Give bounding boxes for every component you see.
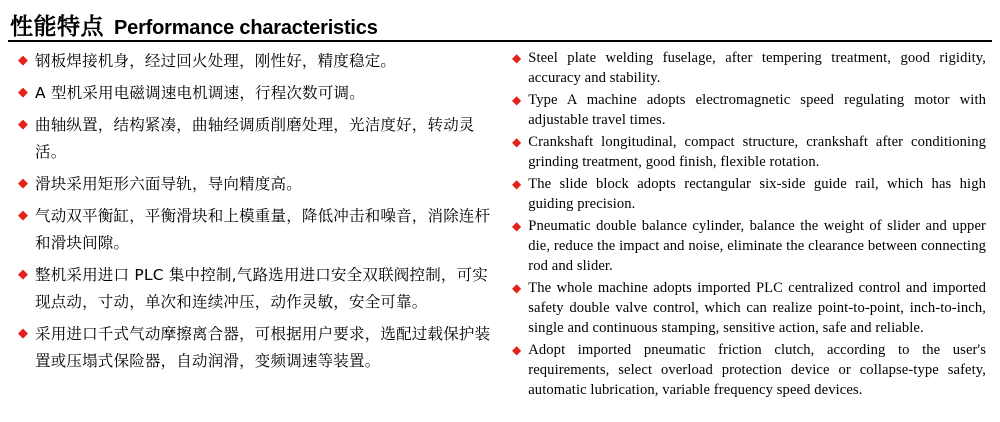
list-item <box>512 278 986 338</box>
page-header <box>10 8 378 41</box>
diamond-bullet-icon: ◆ <box>18 52 28 67</box>
feature-text-en: Crankshaft longitudinal, compact structure, crankshaft after conditioning grinding treatment, good finish, flexible rotation. <box>528 134 986 170</box>
feature-text-cn: 滑块采用矩形六面导轨，导向精度高。 <box>35 175 302 193</box>
feature-text-cn: 采用进口千式气动摩擦离合器，可根据用户要求，选配过载保护装置或压塌式保险器，自动润滑，变频调速等装置。 <box>35 325 491 370</box>
list-item <box>512 216 986 276</box>
diamond-bullet-icon: ◆ <box>18 84 28 99</box>
list-item <box>18 112 500 166</box>
feature-text-en: Adopt imported pneumatic friction clutch, according to the user's requirements, select overload protection device or collapse-type safety, automatic lubrication, variable frequency speed devices. <box>528 342 986 398</box>
diamond-bullet-icon: ◆ <box>18 116 28 131</box>
diamond-bullet-icon: ◆ <box>512 51 522 65</box>
feature-text-en: Steel plate welding fuselage, after tempering treatment, good rigidity, accuracy and stability. <box>528 50 986 86</box>
list-item <box>512 48 986 88</box>
list-item <box>18 48 500 75</box>
feature-text-en: Pneumatic double balance cylinder, balance the weight of slider and upper die, reduce the impact and noise, eliminate the clearance between connecting rod and slider. <box>528 218 986 274</box>
list-item <box>18 171 500 198</box>
feature-text-cn: 气动双平衡缸，平衡滑块和上模重量，降低冲击和噪音，消除连杆和滑块间隙。 <box>35 207 491 252</box>
feature-text-en: The whole machine adopts imported PLC centralized control and imported safety double valve control, which can realize point-to-point, inch-to-inch, single and continuous stamping, sensitive action, safe and reliable. <box>528 280 986 336</box>
diamond-bullet-icon: ◆ <box>18 266 28 281</box>
page-title-cn: 性能特点 <box>10 14 104 40</box>
list-item <box>512 90 986 130</box>
features-column-chinese <box>0 48 508 380</box>
diamond-bullet-icon: ◆ <box>512 281 522 295</box>
diamond-bullet-icon: ◆ <box>18 207 28 222</box>
features-column-english <box>508 48 1000 402</box>
diamond-bullet-icon: ◆ <box>18 325 28 340</box>
feature-text-cn: A 型机采用电磁调速电机调速，行程次数可调。 <box>35 84 365 102</box>
header-divider <box>8 40 992 42</box>
feature-text-cn: 整机采用进口 PLC 集中控制,气路选用进口安全双联阀控制，可实现点动，寸动，单次和连续冲压，动作灵敏，安全可靠。 <box>35 266 488 311</box>
feature-text-cn: 曲轴纵置，结构紧凑，曲轴经调质削磨处理，光洁度好，转动灵活。 <box>35 116 475 161</box>
feature-text-cn: 钢板焊接机身，经过回火处理，刚性好，精度稳定。 <box>35 52 397 70</box>
list-item <box>18 80 500 107</box>
content-columns <box>0 48 1000 402</box>
list-item <box>18 203 500 257</box>
diamond-bullet-icon: ◆ <box>512 177 522 191</box>
diamond-bullet-icon: ◆ <box>512 135 522 149</box>
list-item <box>512 174 986 214</box>
feature-text-en: Type A machine adopts electromagnetic speed regulating motor with adjustable travel times. <box>528 92 986 128</box>
diamond-bullet-icon: ◆ <box>512 93 522 107</box>
list-item <box>512 132 986 172</box>
list-item <box>18 321 500 375</box>
diamond-bullet-icon: ◆ <box>512 219 522 233</box>
list-item <box>512 340 986 400</box>
list-item <box>18 262 500 316</box>
diamond-bullet-icon: ◆ <box>512 343 522 357</box>
page-title-en: Performance characteristics <box>114 17 378 39</box>
diamond-bullet-icon: ◆ <box>18 175 28 190</box>
feature-text-en: The slide block adopts rectangular six-side guide rail, which has high guiding precision. <box>528 176 986 212</box>
